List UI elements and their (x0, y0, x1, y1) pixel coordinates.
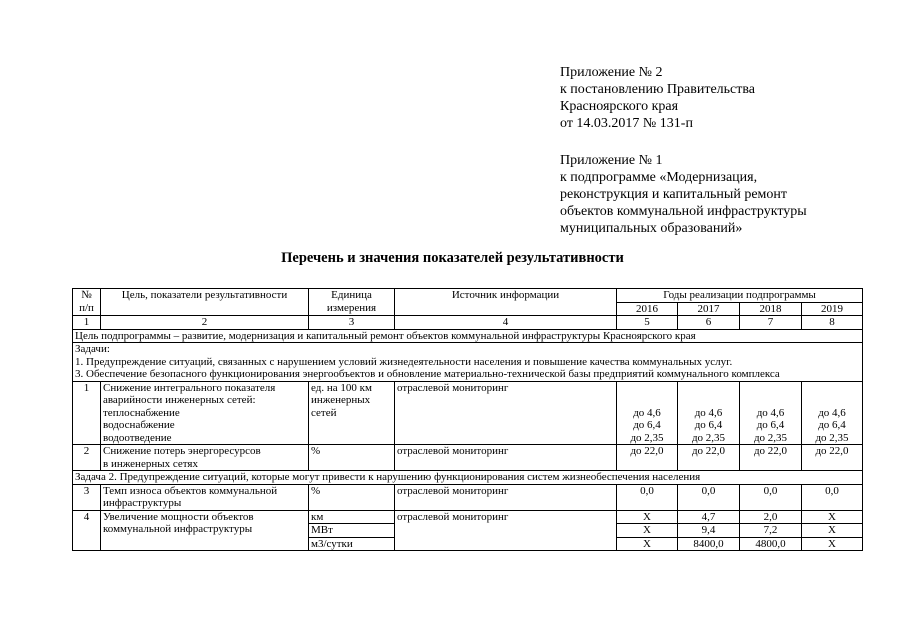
indicator-line: водоотведение (103, 431, 172, 444)
indicator-line: Снижение потерь энергоресурсов (103, 445, 261, 457)
value-cell: до 22,0 (678, 445, 740, 471)
column-number: 3 (309, 316, 395, 330)
value-line: до 2,35 (753, 431, 788, 444)
column-number: 5 (617, 316, 678, 330)
annex-header-1 (560, 64, 755, 132)
unit-cell: м3/сутки (309, 537, 395, 551)
indicator-line: Темп износа объектов коммунальной (103, 484, 278, 497)
value-cell: Х (802, 510, 863, 524)
value-line: до 4,6 (756, 406, 785, 419)
source-cell: отраслевой мониторинг (395, 445, 617, 471)
indicator-line: Увеличение мощности объектов (103, 510, 254, 523)
task-row (73, 471, 863, 485)
value-cell: Х (802, 537, 863, 551)
value-cell: до 22,0 (802, 445, 863, 471)
column-number-row (73, 316, 863, 330)
value-line: до 2,35 (630, 431, 664, 444)
tasks-row (73, 343, 863, 382)
row-number: 2 (73, 445, 101, 471)
value-cell (802, 381, 863, 445)
header-cell-num (73, 289, 101, 316)
row-number: 3 (73, 484, 101, 510)
indicator-line: теплоснабжение (103, 406, 180, 419)
column-number: 1 (73, 316, 101, 330)
value-line: до 6,4 (818, 419, 846, 431)
table-row (73, 484, 863, 510)
annex-line: муниципальных образований» (560, 221, 743, 236)
value-cell: 7,2 (740, 524, 802, 538)
row-number: 1 (73, 381, 101, 445)
value-line: до 2,35 (815, 431, 849, 444)
header-cell-goal: Цель, показатели результативности (101, 289, 309, 316)
value-cell: 2,0 (740, 510, 802, 524)
unit-line: инженерных (311, 394, 371, 406)
tasks-cell (73, 343, 863, 382)
value-cell: 0,0 (740, 484, 802, 510)
table-row (73, 510, 863, 524)
value-cell: 9,4 (678, 524, 740, 538)
tasks-line: 1. Предупреждение ситуаций, связанных с нарушением условий жизнедеятельности населения и повышение качества коммунальных услуг. (75, 355, 733, 368)
column-number: 6 (678, 316, 740, 330)
header-text: Единица (331, 289, 372, 301)
tasks-line: Задачи: (75, 343, 110, 355)
value-cell: 4800,0 (740, 537, 802, 551)
indicator-name (101, 445, 309, 471)
value-line: до 2,35 (691, 431, 726, 444)
annex-line: Красноярского края (560, 99, 679, 114)
indicator-line: аварийности инженерных сетей: (103, 394, 256, 406)
header-cell-year: 2017 (678, 302, 740, 316)
goal-cell: Цель подпрограммы – развитие, модернизация и капитальный ремонт объектов коммунальной инфраструктуры Красноярского края (73, 329, 863, 343)
annex-line: объектов коммунальной инфраструктуры (560, 204, 807, 219)
indicator-line: инфраструктуры (103, 497, 182, 509)
tasks-line: 3. Обеспечение безопасного функционирования энергообъектов и обновление материально-технической базы предприятий коммунального комплекса (75, 368, 780, 380)
annex-line: к постановлению Правительства (560, 82, 756, 97)
column-number: 4 (395, 316, 617, 330)
header-text: № (81, 289, 92, 301)
column-number: 2 (101, 316, 309, 330)
unit-cell: МВт (309, 524, 395, 538)
indicator-line: в инженерных сетях (103, 457, 198, 470)
value-cell: Х (617, 524, 678, 538)
indicator-name (101, 510, 309, 551)
value-line: до 4,6 (633, 406, 661, 419)
unit-cell (309, 381, 395, 445)
value-cell: Х (617, 537, 678, 551)
indicator-line: Снижение интегрального показателя (103, 381, 276, 394)
document-title: Перечень и значения показателей результативности (281, 250, 624, 266)
value-cell (678, 381, 740, 445)
unit-cell: % (309, 445, 395, 471)
value-cell (740, 381, 802, 445)
value-cell: 0,0 (617, 484, 678, 510)
header-cell-unit (309, 289, 395, 316)
value-line: до 4,6 (694, 406, 723, 419)
annex-line: от 14.03.2017 № 131-п (560, 116, 693, 131)
value-line: до 6,4 (633, 419, 661, 431)
annex-line: к подпрограмме «Модернизация, (560, 170, 758, 185)
goal-row (73, 329, 863, 343)
value-cell: Х (617, 510, 678, 524)
unit-line: сетей (311, 406, 337, 419)
header-cell-year: 2016 (617, 302, 678, 316)
unit-line: ед. на 100 км (311, 381, 372, 394)
annex-line: Приложение № 1 (560, 153, 663, 168)
header-text: измерения (326, 301, 377, 314)
indicators-table (72, 288, 863, 551)
column-number: 7 (740, 316, 802, 330)
value-line: до 6,4 (756, 419, 785, 431)
value-cell: до 22,0 (617, 445, 678, 471)
source-cell: отраслевой мониторинг (395, 484, 617, 510)
annex-line: Приложение № 2 (560, 65, 663, 80)
value-cell: до 22,0 (740, 445, 802, 471)
value-line: до 4,6 (818, 406, 846, 419)
row-number: 4 (73, 510, 101, 551)
source-cell: отраслевой мониторинг (395, 381, 617, 445)
annex-header-2 (560, 152, 807, 237)
source-cell: отраслевой мониторинг (395, 510, 617, 551)
header-cell-year: 2018 (740, 302, 802, 316)
task-cell: Задача 2. Предупреждение ситуаций, которые могут привести к нарушению функционирования систем жизнеобеспечения населения (73, 471, 863, 485)
value-line: до 6,4 (694, 419, 723, 431)
table-row (73, 381, 863, 445)
value-cell: 4,7 (678, 510, 740, 524)
indicator-name (101, 381, 309, 445)
value-cell: 0,0 (802, 484, 863, 510)
header-cell-source: Источник информации (395, 289, 617, 316)
indicator-line: водоснабжение (103, 419, 175, 431)
annex-line: реконструкция и капитальный ремонт (560, 187, 788, 202)
value-cell: Х (802, 524, 863, 538)
column-number: 8 (802, 316, 863, 330)
header-text: п/п (79, 301, 94, 314)
value-cell: 8400,0 (678, 537, 740, 551)
value-cell: 0,0 (678, 484, 740, 510)
table-header-row (73, 289, 863, 303)
table-row (73, 445, 863, 471)
unit-cell: км (309, 510, 395, 524)
value-cell (617, 381, 678, 445)
indicator-line: коммунальной инфраструктуры (103, 523, 253, 535)
indicator-name (101, 484, 309, 510)
header-cell-years-group: Годы реализации подпрограммы (617, 289, 863, 303)
unit-cell: % (309, 484, 395, 510)
header-cell-year: 2019 (802, 302, 863, 316)
